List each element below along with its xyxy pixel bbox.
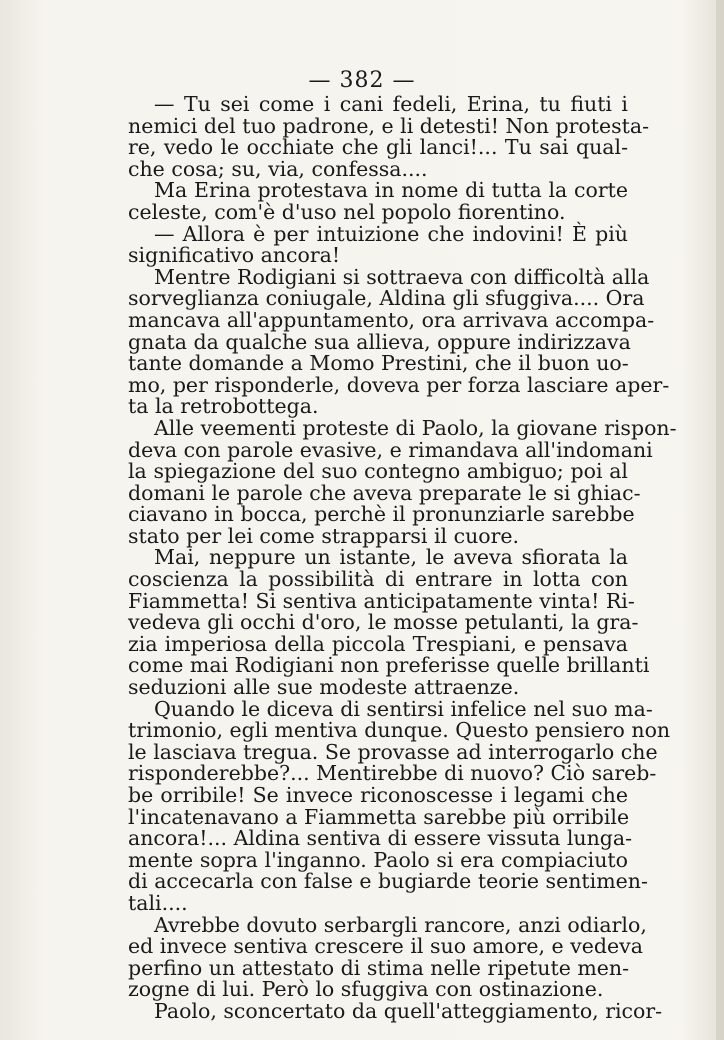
text-line: di accecarla con false e bugiarde teorie sentimen- [128, 869, 648, 894]
text-line: re, vedo le occhiate che gli lanci!... Tu sai qual- [128, 135, 628, 160]
text-line: ancora!... Aldina sentiva di essere vissuta lunga- [128, 826, 633, 851]
text-line: tali.... [128, 890, 188, 915]
text-line: coscienza la possibilità di entrare in lotta con [128, 567, 628, 592]
text-line: deva con parole evasive, e rimandava all'indomani [128, 437, 653, 462]
text-line: significativo ancora! [128, 243, 341, 268]
text-line: zia imperiosa della piccola Trespiani, e pensava [128, 631, 628, 656]
text-line: l'incatenavano a Fiammetta sarebbe più orribile [128, 804, 630, 829]
page-number: — 382 — [308, 68, 416, 93]
text-line: ciavano in bocca, perchè il pronunziarle sarebbe [128, 502, 635, 527]
text-line: Avrebbe dovuto serbargli rancore, anzi odiarlo, [154, 912, 647, 937]
text-line: seduzioni alle sue modeste attraenze. [128, 675, 520, 700]
text-line: Paolo, sconcertato da quell'atteggiamento, ricor- [154, 998, 663, 1023]
text-line: trimonio, egli mentiva dunque. Questo pensiero non [128, 718, 671, 743]
text-line: la spiegazione del suo contegno ambiguo; poi al [128, 459, 628, 484]
text-line: sorveglianza coniugale, Aldina gli sfuggiva.... Ora [128, 286, 645, 311]
text-line: tante domande a Momo Prestini, che il buon uo- [128, 351, 629, 376]
text-line: ta la retrobottega. [128, 394, 319, 419]
text-line: stato per lei come strapparsi il cuore. [128, 523, 520, 548]
text-line: — Allora è per intuizione che indovini! È più [154, 221, 628, 246]
text-line: Fiammetta! Si sentiva anticipatamente vinta! Ri- [128, 588, 635, 613]
text-line: Mai, neppure un istante, le aveva sfiorata la [154, 545, 628, 570]
text-line: nemici del tuo padrone, e li detesti! Non protesta- [128, 113, 649, 138]
text-line: be orribile! Se invece riconoscesse i legami che [128, 783, 628, 807]
text-line: — Tu sei come i cani fedeli, Erina, tu fiuti i [154, 92, 628, 116]
body-text [128, 92, 677, 1023]
text-line: ed invece sentiva crescere il suo amore, e vedeva [128, 934, 643, 959]
text-line: vedeva gli occhi d'oro, le mosse petulanti, la gra- [128, 610, 639, 635]
text-line: gnata da qualche sua allieva, oppure indirizzava [128, 329, 631, 354]
text-line: Alle veementi proteste di Paolo, la giovane rispon- [154, 415, 677, 440]
text-line: perfino un attestato di stima nelle ripetute men- [128, 955, 630, 980]
text-line: le lasciava tregua. Se provasse ad interrogarlo che [128, 739, 658, 764]
text-line: come mai Rodigiani non preferisse quelle brillanti [128, 653, 650, 678]
text-line: domani le parole che aveva preparate le si ghiac- [128, 480, 641, 505]
text-line: mo, per risponderle, doveva per forza lasciare aper- [128, 372, 670, 397]
text-line: che cosa; su, via, confessa.... [128, 156, 428, 181]
text-line: risponderebbe?... Mentirebbe di nuovo? Ciò sareb- [128, 761, 657, 786]
text-line: Quando le diceva di sentirsi infelice nel suo ma- [154, 696, 653, 721]
text-line: zogne di lui. Però lo sfuggiva con ostinazione. [128, 977, 604, 1002]
text-line: Mentre Rodigiani si sottraeva con difficoltà alla [154, 264, 650, 289]
text-line: Ma Erina protestava in nome di tutta la corte [154, 178, 628, 203]
text-line: celeste, com'è d'uso nel popolo fiorentino. [128, 199, 566, 224]
text-line: mente sopra l'inganno. Paolo si era compiaciuto [128, 847, 628, 872]
page-spine-shadow [716, 0, 724, 1040]
text-line: mancava all'appuntamento, ora arrivava accompa- [128, 307, 655, 332]
